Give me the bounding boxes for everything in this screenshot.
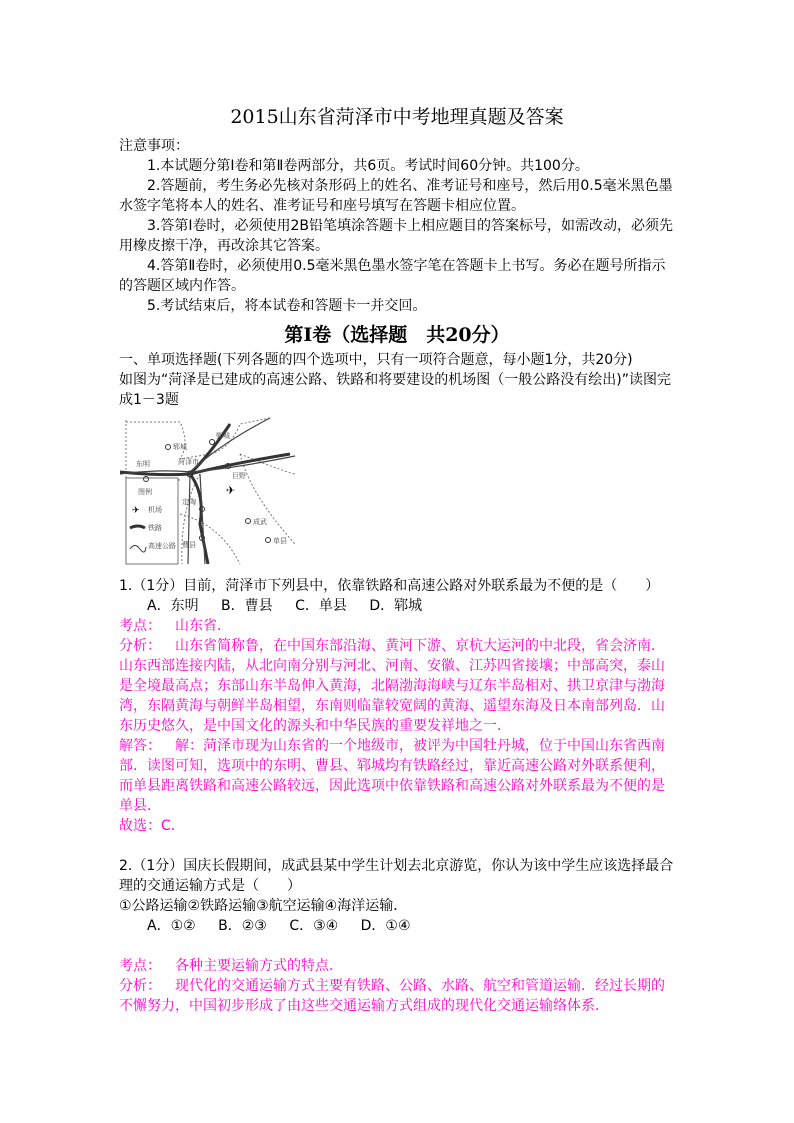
section-title: 第Ⅰ卷（选择题 共20分） (284, 324, 510, 346)
kaodian-text: 山东省． (175, 618, 231, 634)
map-intro: 如图为“菏泽是已建成的高速公路、铁路和将要建设的机场图（一般公路没有绘出)”读图完成1－3题 (119, 372, 671, 408)
notice (119, 136, 677, 316)
spacer (0, 836, 794, 856)
legend-title: 图例 (138, 488, 152, 496)
notice-heading: 注意事项： (119, 138, 189, 154)
part-one-heading: 一、单项选择题(下列各题的四个选项中，只有一项符合题意，每小题1分，共20分) (119, 352, 633, 368)
document-title: 2015山东省菏泽市中考地理真题及答案 (230, 106, 564, 128)
map-label: 成武 (253, 518, 267, 526)
jieda-text: 解：菏泽市现为山东省的一个地级市，被评为中国牡丹城，位于中国山东省西南部．读图可知，选项中的东明、曹县、郓城均有铁路经过，靠近高速公路对外联系便利，而单县距离铁路和高速公路较远，因此选项中依靠铁路和高速公路对外联系最为不便的是单县． (119, 738, 665, 814)
fenxi-text: 山东省简称鲁，在中国东部沿海、黄河下游、京杭大运河的中北段，省会济南．山东西部连接内陆，从北向南分别与河北、河南、安徽、江苏四省接壤；中部高突，泰山是全境最高点；东部山东半岛伸入黄海，北隔渤海海峡与辽东半岛相对、拱卫京津与渤海湾，东隔黄海与朝鲜半岛相望，东南则临靠较宽阔的黄海、遥望东海及日本南部列岛．山东历史悠久，是中国文化的源头和中华民族的重要发祥地之一． (119, 638, 665, 734)
legend-highway: 高速公路 (148, 542, 176, 550)
heze-map-figure (120, 414, 298, 570)
airport-icon: ✈ (132, 506, 140, 516)
q1-jieda (119, 736, 677, 816)
legend-box (126, 478, 178, 564)
q2-option-a: A．①② (147, 918, 196, 934)
map-label: 菏泽市 (178, 458, 199, 466)
q1-answer: 故选：C． (119, 818, 185, 834)
q1-option-a: A．东明 (147, 598, 199, 614)
jieda-label: 解答： (119, 738, 161, 754)
q1-fenxi (119, 636, 677, 736)
fenxi-text: 现代化的交通运输方式主要有铁路、公路、水路、航空和管道运输．经过长期的不懈努力，中国初步形成了由这些交通运输方式组成的现代化交通运输络体系． (119, 978, 665, 1014)
airport-icon: ✈ (226, 484, 236, 497)
q1-option-d: D．郓城 (369, 598, 423, 614)
kaodian-text: 各种主要运输方式的特点． (175, 958, 343, 974)
notice-item: 4.答第Ⅱ卷时，必须使用0.5毫米黑色墨水签字笔在答题卡上书写。务必在题号所指示的答题区域内作答。 (119, 258, 666, 294)
kaodian-label: 考点： (119, 958, 161, 974)
fenxi-label: 分析： (119, 978, 161, 994)
q1-kaodian (119, 616, 677, 636)
q2-option-d: D．①④ (360, 918, 411, 934)
map-label: 巨野 (232, 472, 246, 480)
q2-option-c: C．③④ (289, 918, 339, 934)
map-label: 定陶 (182, 498, 196, 506)
q2-stem: 2.（1分）国庆长假期间，成武县某中学生计划去北京游览，你认为该中学生应该选择最合理的交通运输方式是（ ） (119, 858, 674, 894)
map-label: 东明 (136, 460, 150, 468)
q1-options (119, 596, 677, 616)
notice-item: 2.答题前，考生务必先核对条形码上的姓名、准考证号和座号，然后用0.5毫米黑色墨水签字笔将本人的姓名、准考证号和座号填写在答题卡相应位置。 (119, 178, 673, 214)
map-label: 单县 (273, 537, 287, 545)
q2-fenxi (119, 976, 677, 1016)
q2-options (119, 916, 677, 936)
part-one (119, 350, 677, 410)
q2-kaodian (119, 956, 677, 976)
legend-railway: 铁路 (148, 524, 162, 532)
map-label: 鄄城 (216, 432, 230, 440)
q2-option-b: B．②③ (218, 918, 267, 934)
notice-item: 3.答第Ⅰ卷时，必须使用2B铅笔填涂答题卡上相应题目的答案标号，如需改动，必须先用橡皮擦干净，再改涂其它答案。 (119, 218, 673, 254)
question-2 (119, 856, 677, 1016)
question-1 (119, 576, 677, 836)
spacer (119, 936, 677, 956)
notice-item: 5.考试结束后，将本试卷和答题卡一并交回。 (147, 298, 427, 314)
q2-items: ①公路运输②铁路运输③航空运输④海洋运输． (119, 898, 408, 914)
notice-item: 1.本试题分第Ⅰ卷和第Ⅱ卷两部分，共6页。考试时间60分钟。共100分。 (147, 158, 589, 174)
map-label: 郓城 (173, 443, 187, 451)
q1-stem: 1.（1分）目前，菏泽市下列县中，依靠铁路和高速公路对外联系最为不便的是（ ） (119, 578, 660, 594)
q1-option-b: B．曹县 (221, 598, 273, 614)
legend-airport: 机场 (148, 506, 162, 514)
kaodian-label: 考点： (119, 618, 161, 634)
map-label: 曹县 (182, 541, 196, 549)
fenxi-label: 分析： (119, 638, 161, 654)
q1-option-c: C．单县 (295, 598, 347, 614)
